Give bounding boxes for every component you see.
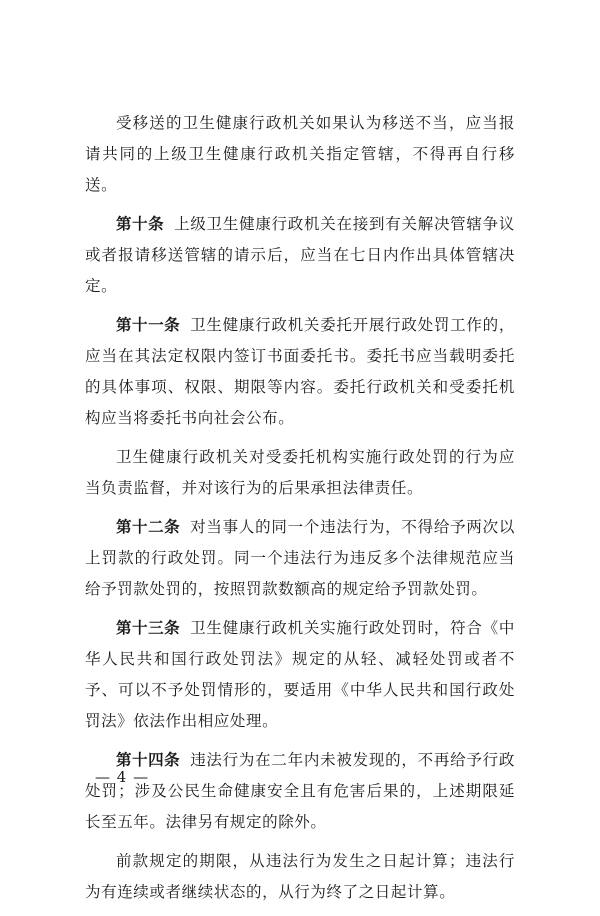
page-number: — 4 — xyxy=(95,768,150,786)
article-number: 第十一条 xyxy=(116,316,181,334)
paragraph xyxy=(85,442,515,504)
paragraph-text: 上级卫生健康行政机关在接到有关解决管辖争议或者报请移送管辖的请示后，应当在七日内作出具体管辖决定。 xyxy=(85,215,515,295)
article-number: 第十三条 xyxy=(116,619,181,637)
paragraph-text: 卫生健康行政机关实施行政处罚时，符合《中华人民共和国行政处罚法》规定的从轻、减轻处罚或者不予、可以不予处罚情形的，要适用《中华人民共和国行政处罚法》依法作出相应处理。 xyxy=(85,619,515,730)
paragraph xyxy=(85,846,515,908)
paragraph-text: 受移送的卫生健康行政机关如果认为移送不当，应当报请共同的上级卫生健康行政机关指定管辖，不得再自行移送。 xyxy=(85,114,515,194)
paragraph-text: 前款规定的期限，从违法行为发生之日起计算；违法行为有连续或者继续状态的，从行为终了之日起计算。 xyxy=(85,852,515,901)
article-number: 第十二条 xyxy=(116,518,181,536)
article-13 xyxy=(85,613,515,737)
article-12 xyxy=(85,512,515,605)
paragraph-text: 卫生健康行政机关委托开展行政处罚工作的，应当在其法定权限内签订书面委托书。委托书应当载明委托的具体事项、权限、期限等内容。委托行政机关和受委托机构应当将委托书向社会公布。 xyxy=(85,316,515,427)
paragraph xyxy=(85,108,515,201)
paragraph-text: 违法行为在二年内未被发现的，不再给予行政处罚；涉及公民生命健康安全且有危害后果的，上述期限延长至五年。法律另有规定的除外。 xyxy=(85,751,515,831)
document-body xyxy=(85,108,515,916)
article-10 xyxy=(85,209,515,302)
article-number: 第十条 xyxy=(116,215,165,233)
article-number: 第十四条 xyxy=(116,751,181,769)
article-14 xyxy=(85,745,515,838)
article-11 xyxy=(85,310,515,434)
paragraph-text: 对当事人的同一个违法行为，不得给予两次以上罚款的行政处罚。同一个违法行为违反多个法律规范应当给予罚款处罚的，按照罚款数额高的规定给予罚款处罚。 xyxy=(85,518,515,598)
paragraph-text: 卫生健康行政机关对受委托机构实施行政处罚的行为应当负责监督，并对该行为的后果承担法律责任。 xyxy=(85,448,515,497)
